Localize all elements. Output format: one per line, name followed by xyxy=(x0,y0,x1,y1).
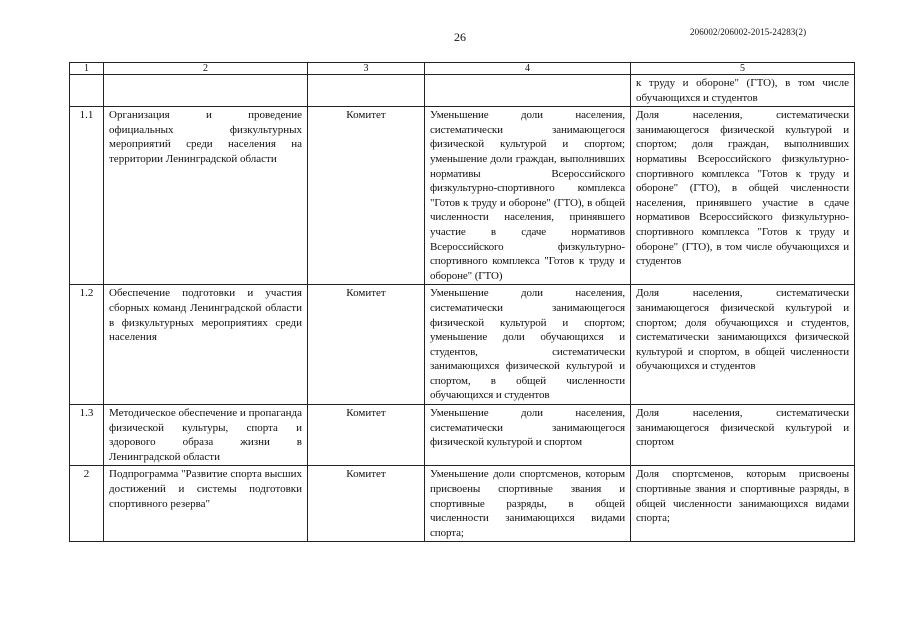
column-number-3: 3 xyxy=(308,63,425,75)
column-number-1: 1 xyxy=(70,63,104,75)
column-number-row xyxy=(70,63,855,75)
indicator-text: Доля населения, систематически занимающегося физической культурой и спортом; доля обучающихся и студентов, систематически занимающихся физической культурой и спортом, в общей численности обучающихся и студентов xyxy=(631,285,855,405)
measure-name: Подпрограмма "Развитие спорта высших достижений и системы подготовки спортивного резерва" xyxy=(104,466,308,542)
table-row xyxy=(70,285,855,405)
consequences-text: Уменьшение доли населения, систематически занимающегося физической культурой и спортом; уменьшение доли граждан, выполнивших нормативы Всероссийского физкультурно-спортивного комплекса "Готов к труду и обороне" (ГТО), в общей численности населения, принявшего участие в сдаче нормативов Всероссийского физкультурно-спортивного комплекса "Готов к труду и обороне" (ГТО) xyxy=(425,107,631,285)
empty-cell xyxy=(104,75,308,107)
row-number: 1.3 xyxy=(70,405,104,466)
measure-name: Методическое обеспечение и пропаганда физической культуры, спорта и здорового образа жизни в Ленинградской области xyxy=(104,405,308,466)
responsible-executor: Комитет xyxy=(308,466,425,542)
table-row xyxy=(70,405,855,466)
column-number-2: 2 xyxy=(104,63,308,75)
row-number: 1.1 xyxy=(70,107,104,285)
responsible-executor: Комитет xyxy=(308,285,425,405)
responsible-executor: Комитет xyxy=(308,405,425,466)
responsible-executor: Комитет xyxy=(308,107,425,285)
consequences-text: Уменьшение доли населения, систематически занимающегося физической культурой и спортом xyxy=(425,405,631,466)
indicator-text: Доля населения, систематически занимающегося физической культурой и спортом xyxy=(631,405,855,466)
table-row xyxy=(70,107,855,285)
row-number: 2 xyxy=(70,466,104,542)
consequences-text: Уменьшение доли населения, систематически занимающегося физической культурой и спортом; уменьшение доли обучающихся и студентов, систематически занимающихся физической культурой и спортом, в общей численности обучающихся и студентов xyxy=(425,285,631,405)
consequences-text: Уменьшение доли спортсменов, которым присвоены спортивные звания и спортивные разряды, в общей численности занимающихся видами спорта; xyxy=(425,466,631,542)
measure-name: Организация и проведение официальных физкультурных мероприятий среди населения на территории Ленинградской области xyxy=(104,107,308,285)
page-number: 26 xyxy=(454,30,466,44)
document-code: 206002/206002-2015-24283(2) xyxy=(690,27,807,37)
indicator-text: Доля спортсменов, которым присвоены спортивные звания и спортивные разряды, в общей численности занимающихся видами спорта; xyxy=(631,466,855,542)
continuation-row xyxy=(70,75,855,107)
column-number-5: 5 xyxy=(631,63,855,75)
continuation-text: к труду и обороне" (ГТО), в том числе обучающихся и студентов xyxy=(631,75,855,107)
empty-cell xyxy=(308,75,425,107)
table-row xyxy=(70,466,855,542)
column-number-4: 4 xyxy=(425,63,631,75)
measure-name: Обеспечение подготовки и участия сборных команд Ленинградской области в физкультурных мероприятиях среди населения xyxy=(104,285,308,405)
empty-cell xyxy=(70,75,104,107)
indicator-text: Доля населения, систематически занимающегося физической культурой и спортом; доля граждан, выполнивших нормативы Всероссийского физкультурно-спортивного комплекса "Готов к труду и обороне" (ГТО), в общей численности населения, принявшего участие в сдаче нормативов Всероссийского физкультурно-спортивного комплекса "Готов к труду и обороне" (ГТО), в том числе обучающихся и студентов xyxy=(631,107,855,285)
empty-cell xyxy=(425,75,631,107)
row-number: 1.2 xyxy=(70,285,104,405)
program-measures-table xyxy=(69,62,855,542)
